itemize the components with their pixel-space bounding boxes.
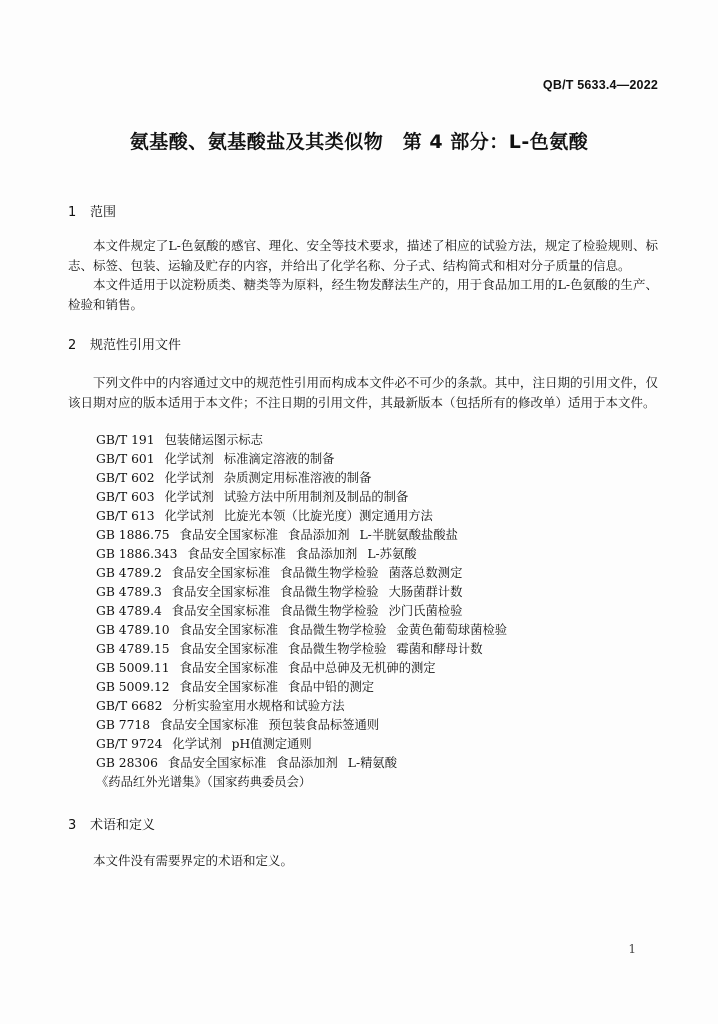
reference-code: GB/T 191	[96, 433, 155, 447]
reference-item	[96, 678, 666, 697]
reference-title-part: 化学试剂	[172, 737, 222, 751]
reference-item	[96, 545, 666, 564]
section-number: 2	[68, 338, 77, 353]
reference-item	[96, 564, 666, 583]
scope-text	[68, 236, 658, 314]
section-number: 1	[68, 205, 77, 220]
reference-item	[96, 469, 666, 488]
document-title: 氨基酸、氨基酸盐及其类似物 第 4 部分：L-色氨酸	[129, 131, 589, 153]
paragraph: 本文件规定了L-色氨酸的感官、理化、安全等技术要求，描述了相应的试验方法，规定了检验规则、标志、标签、包装、运输及贮存的内容，并给出了化学名称、分子式、结构简式和相对分子质量的信息。	[68, 238, 658, 273]
section-number: 3	[68, 818, 77, 833]
standard-number: QB/T 5633.4—2022	[542, 78, 658, 92]
reference-item	[96, 488, 666, 507]
reference-title-part: 金黄色葡萄球菌检验	[396, 623, 508, 637]
reference-code: GB 4789.4	[96, 604, 162, 618]
reference-title-part: 食品添加剂	[295, 547, 358, 561]
reference-title-part: 化学试剂	[164, 452, 214, 466]
reference-title-part: 霉菌和酵母计数	[396, 642, 483, 656]
reference-title-part: 食品安全国家标准	[179, 642, 279, 656]
reference-item	[96, 431, 666, 450]
reference-title-part: 大肠菌群计数	[388, 585, 463, 599]
reference-title-part: 化学试剂	[164, 471, 214, 485]
reference-title-part: 食品安全国家标准	[171, 585, 271, 599]
reference-item	[96, 640, 666, 659]
reference-title-part: L-半胱氨酸盐酸盐	[359, 528, 458, 542]
reference-title-part: 包装储运图示标志	[164, 433, 263, 447]
reference-code: GB 5009.12	[96, 680, 170, 694]
reference-item	[96, 659, 666, 678]
reference-title-part: L-精氨酸	[347, 756, 397, 770]
reference-code: GB/T 603	[96, 490, 155, 504]
reference-code: GB 7718	[96, 718, 151, 732]
terms-text	[68, 851, 658, 871]
reference-code: GB/T 601	[96, 452, 155, 466]
reference-code: GB 5009.11	[96, 661, 170, 675]
section-title: 规范性引用文件	[90, 338, 182, 353]
reference-title-part: pH值测定通则	[231, 737, 312, 751]
reference-title-part: L-苏氨酸	[367, 547, 417, 561]
reference-title-part: 化学试剂	[164, 509, 214, 523]
reference-title-part: 食品安全国家标准	[160, 718, 259, 732]
reference-item	[96, 735, 666, 754]
reference-title-part: 食品安全国家标准	[179, 623, 279, 637]
paragraph: 本文件没有需要界定的术语和定义。	[93, 853, 294, 868]
reference-title-part: 菌落总数测定	[388, 566, 463, 580]
reference-code: GB 4789.15	[96, 642, 170, 656]
reference-title-part: 食品安全国家标准	[171, 566, 271, 580]
reference-title-part: 食品安全国家标准	[179, 528, 279, 542]
reference-title-part: 食品中总砷及无机砷的测定	[288, 661, 436, 675]
section-heading-terms	[68, 814, 155, 833]
reference-title-part: 食品微生物学检验	[280, 604, 379, 618]
reference-code: GB/T 613	[96, 509, 155, 523]
reference-title-part: 食品安全国家标准	[187, 547, 286, 561]
reference-title-part: 食品添加剂	[288, 528, 350, 542]
reference-title-part: 食品微生物学检验	[288, 623, 387, 637]
reference-item	[96, 697, 666, 716]
reference-title-part: 食品安全国家标准	[179, 661, 279, 675]
section-title: 范围	[90, 205, 117, 220]
reference-title-part: 食品微生物学检验	[288, 642, 387, 656]
reference-title-part: 标准滴定溶液的制备	[223, 452, 335, 466]
reference-code: GB/T 602	[96, 471, 155, 485]
reference-title-part: 食品中铅的测定	[288, 680, 375, 694]
reference-code: GB 1886.343	[96, 547, 178, 561]
section-heading-normative-references	[68, 334, 181, 353]
reference-title-part: 食品添加剂	[276, 756, 338, 770]
reference-item	[96, 754, 666, 773]
reference-title-part: 试验方法中所用制剂及制品的制备	[223, 490, 409, 504]
reference-title-part: 预包装食品标签通则	[268, 718, 380, 732]
reference-title-part: 食品安全国家标准	[167, 756, 267, 770]
reference-item	[96, 716, 666, 735]
reference-code: GB 28306	[96, 756, 158, 770]
reference-code: GB 4789.3	[96, 585, 162, 599]
reference-title-part: 食品微生物学检验	[280, 566, 379, 580]
section-heading-scope	[68, 201, 116, 220]
reference-item	[96, 526, 666, 545]
paragraph: 本文件适用于以淀粉质类、糖类等为原料，经生物发酵法生产的，用于食品加工用的L-色氨酸的生产、检验和销售。	[68, 277, 658, 312]
reference-item	[96, 602, 666, 621]
reference-title-part: 食品微生物学检验	[280, 585, 379, 599]
reference-item	[96, 450, 666, 469]
reference-title-part: 食品安全国家标准	[171, 604, 271, 618]
reference-book: 《药品红外光谱集》（国家药典委员会）	[96, 775, 312, 789]
reference-code: GB 1886.75	[96, 528, 170, 542]
reference-item	[96, 583, 666, 602]
references-intro	[68, 373, 658, 412]
reference-item	[96, 621, 666, 640]
reference-list	[96, 431, 666, 792]
reference-code: GB/T 9724	[96, 737, 163, 751]
reference-item	[96, 507, 666, 526]
section-title: 术语和定义	[90, 818, 156, 833]
reference-title-part: 杂质测定用标准溶液的制备	[223, 471, 372, 485]
paragraph: 下列文件中的内容通过文中的规范性引用而构成本文件必不可少的条款。其中，注日期的引用文件，仅该日期对应的版本适用于本文件；不注日期的引用文件，其最新版本（包括所有的修改单）适用于本文件。	[68, 375, 658, 410]
page-number: 1	[628, 942, 636, 956]
reference-code: GB 4789.2	[96, 566, 162, 580]
reference-title-part: 比旋光本领（比旋光度）测定通用方法	[223, 509, 433, 523]
reference-title-part: 食品安全国家标准	[179, 680, 279, 694]
reference-code: GB/T 6682	[96, 699, 163, 713]
reference-code: GB 4789.10	[96, 623, 170, 637]
reference-title-part: 分析实验室用水规格和试验方法	[172, 699, 345, 713]
reference-title-part: 沙门氏菌检验	[388, 604, 463, 618]
reference-title-part: 化学试剂	[164, 490, 214, 504]
